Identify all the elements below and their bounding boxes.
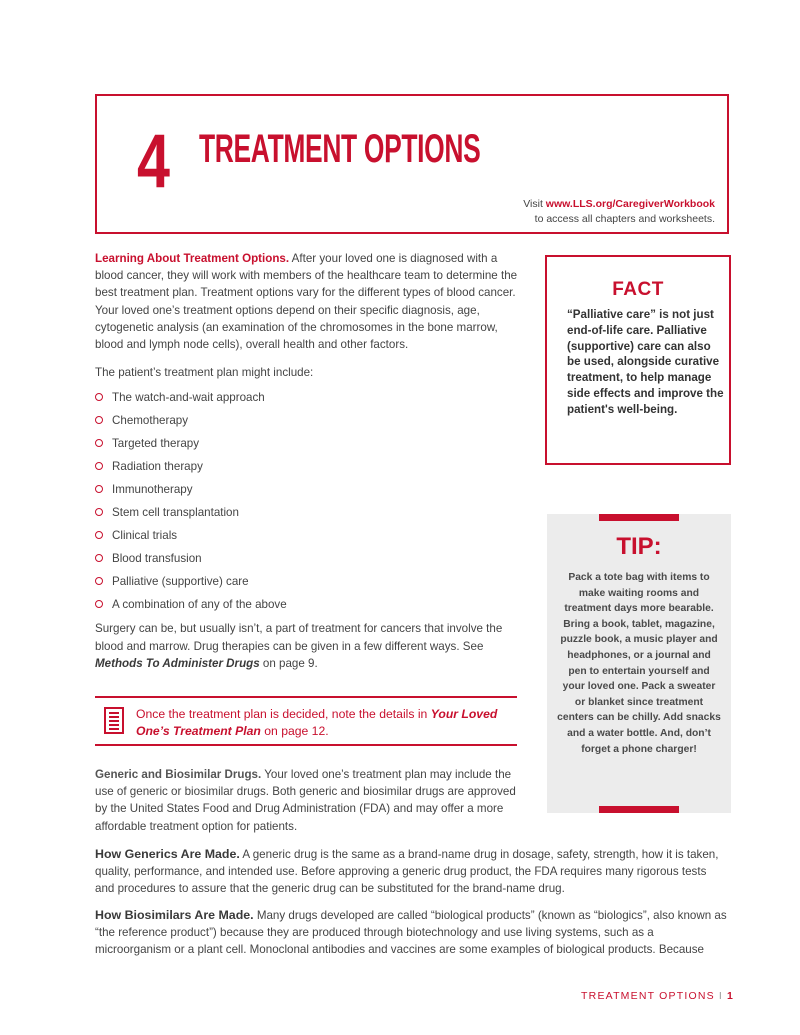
surgery-paragraph: Surgery can be, but usually isn’t, a part of treatment for cancers that involve the blood and marrow. Drug therapies can be given in a few different ways. See Methods To Administer Drugs on page 9.: [95, 622, 503, 670]
visit-note: [523, 197, 715, 227]
chapter-title: TREATMENT OPTIONS: [199, 127, 481, 171]
visit-suffix: to access all chapters and worksheets.: [534, 213, 715, 225]
note-text: Once the treatment plan is decided, note the details in Your Loved One’s Treatment Plan on page 12.: [136, 707, 498, 738]
page-footer: [581, 990, 734, 1002]
generics-made-lead: How Generics Are Made.: [95, 847, 240, 861]
document-icon: [104, 707, 124, 734]
circle-bullet-icon: [95, 462, 103, 470]
visit-prefix: Visit: [523, 198, 546, 210]
list-item: The watch-and-wait approach: [95, 390, 523, 413]
list-item: A combination of any of the above: [95, 597, 523, 620]
generic-paragraph: Generic and Biosimilar Drugs. Your loved one’s treatment plan may include the use of generic or biosimilar drugs. Both generic and biosimilar drugs are approved by the United States Food and Drug Administration (FDA) and may offer a more affordable treatment option for patients.: [95, 768, 516, 833]
circle-bullet-icon: [95, 439, 103, 447]
tip-bottom-bar: [599, 806, 679, 813]
fact-title: FACT: [612, 279, 664, 300]
circle-bullet-icon: [95, 600, 103, 608]
chapter-number: 4: [137, 119, 170, 204]
chapter-header: [95, 94, 729, 234]
list-item: Palliative (supportive) care: [95, 574, 523, 597]
tip-box: [547, 514, 731, 813]
circle-bullet-icon: [95, 393, 103, 401]
footer-separator: I: [718, 990, 723, 1002]
treatment-plan-link[interactable]: Your Loved One’s Treatment Plan: [136, 707, 498, 738]
list-item: Chemotherapy: [95, 413, 523, 436]
circle-bullet-icon: [95, 577, 103, 585]
tip-top-bar: [599, 514, 679, 521]
tip-title: TIP:: [616, 533, 662, 560]
circle-bullet-icon: [95, 485, 103, 493]
learning-lead: Learning About Treatment Options.: [95, 252, 290, 265]
list-item: Stem cell transplantation: [95, 505, 523, 528]
fact-text: “Palliative care” is not just end-of-life care. Palliative (supportive) care can also be used, alongside curative treatment, to help manage side effects and improve the patient's well-being.: [567, 308, 724, 416]
footer-section: TREATMENT OPTIONS: [581, 990, 715, 1002]
generics-made-paragraph: How Generics Are Made. A generic drug is the same as a brand-name drug in dosage, safety, strength, how it is taken, quality, performance, and intended use. Before approving a generic drug product, the FDA requires many rigorous tests and procedures to assure that the generic drug can be substituted for the brand-name drug.: [95, 847, 719, 896]
biosimilars-made-paragraph: How Biosimilars Are Made. Many drugs developed are called “biological products” (known as “biologics”, also known as “the reference product”) because they are produced through biotechnology and use living systems, such as a microorganism or a plant cell. Monoclonal antibodies and vaccines are some examples of biological products. Because: [95, 908, 727, 957]
generic-lead: Generic and Biosimilar Drugs.: [95, 768, 262, 781]
list-item: Immunotherapy: [95, 482, 523, 505]
plan-intro: The patient’s treatment plan might include:: [95, 366, 314, 380]
biosimilars-made-lead: How Biosimilars Are Made.: [95, 908, 254, 922]
circle-bullet-icon: [95, 416, 103, 424]
worksheet-note: [95, 696, 517, 746]
circle-bullet-icon: [95, 508, 103, 516]
main-column: [95, 250, 523, 672]
list-item: Targeted therapy: [95, 436, 523, 459]
methods-link[interactable]: Methods To Administer Drugs: [95, 656, 260, 670]
treatment-options-list: [95, 390, 523, 620]
circle-bullet-icon: [95, 554, 103, 562]
circle-bullet-icon: [95, 531, 103, 539]
fact-box: [545, 255, 731, 465]
page-number: 1: [726, 990, 734, 1002]
workbook-link[interactable]: www.LLS.org/CaregiverWorkbook: [545, 198, 715, 210]
list-item: Radiation therapy: [95, 459, 523, 482]
learning-paragraph: [95, 250, 523, 353]
learning-text: After your loved one is diagnosed with a blood cancer, they will work with members of the healthcare team to determine the best treatment plan. Treatment options vary for the different types of blood cancer. Your loved one’s treatment options depend on their specific diagnosis, age, cytogenetic analysis (an examination of the chromosomes in the bone marrow, blood and lymph node cells), overall health and other factors.: [95, 252, 518, 352]
list-item: Blood transfusion: [95, 551, 523, 574]
tip-text: Pack a tote bag with items to make waiting rooms and treatment days more bearable. Bring a book, tablet, magazine, puzzle book, a music player and headphones, or a journal and pen to entertain yourself and your loved one. Pack a sweater or blanket since treatment centers can be chilly. Add snacks and a water bottle. And, don’t forget a phone charger!: [557, 572, 721, 755]
list-item: Clinical trials: [95, 528, 523, 551]
